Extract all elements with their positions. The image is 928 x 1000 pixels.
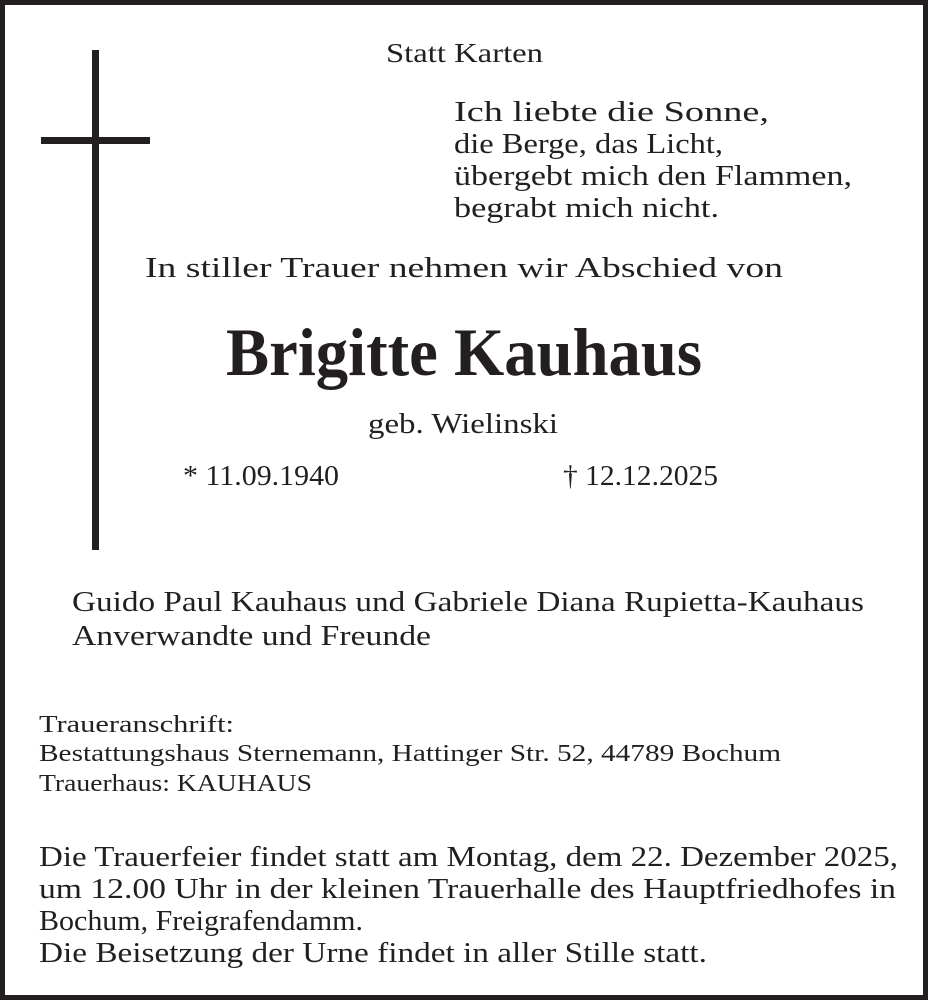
cross-icon-vertical (92, 50, 99, 550)
poem-line: Ich liebte die Sonne, (454, 96, 769, 128)
ceremony-line: Die Trauerfeier findet statt am Montag, dem 22. Dezember 2025, (39, 841, 898, 873)
trauerhaus-line: Trauerhaus: KAUHAUS (39, 771, 312, 797)
ceremony-line: um 12.00 Uhr in der kleinen Trauerhalle des Hauptfriedhofes in (39, 873, 896, 905)
poem-line: begrabt mich nicht. (454, 192, 719, 224)
poem-line: übergebt mich den Flammen, (454, 160, 852, 192)
statt-karten-label: Statt Karten (386, 38, 543, 68)
deceased-name: Brigitte Kauhaus (226, 314, 702, 390)
death-date: † 12.12.2025 (563, 460, 718, 492)
address-line: Bestattungshaus Sternemann, Hattinger Str. 52, 44789 Bochum (39, 741, 781, 767)
mourners-line: Guido Paul Kauhaus und Gabriele Diana Rupietta-Kauhaus (72, 586, 864, 618)
cross-icon-horizontal (41, 137, 150, 144)
mourners-line: Anverwandte und Freunde (72, 620, 431, 652)
birth-date: * 11.09.1940 (183, 460, 339, 492)
ceremony-line: Bochum, Freigrafendamm. (39, 905, 363, 937)
intro-text: In stiller Trauer nehmen wir Abschied von (145, 252, 783, 284)
ceremony-line: Die Beisetzung der Urne findet in aller Stille statt. (39, 937, 707, 969)
address-label: Traueranschrift: (39, 712, 234, 738)
poem-line: die Berge, das Licht, (454, 128, 723, 160)
maiden-name: geb. Wielinski (368, 408, 558, 440)
